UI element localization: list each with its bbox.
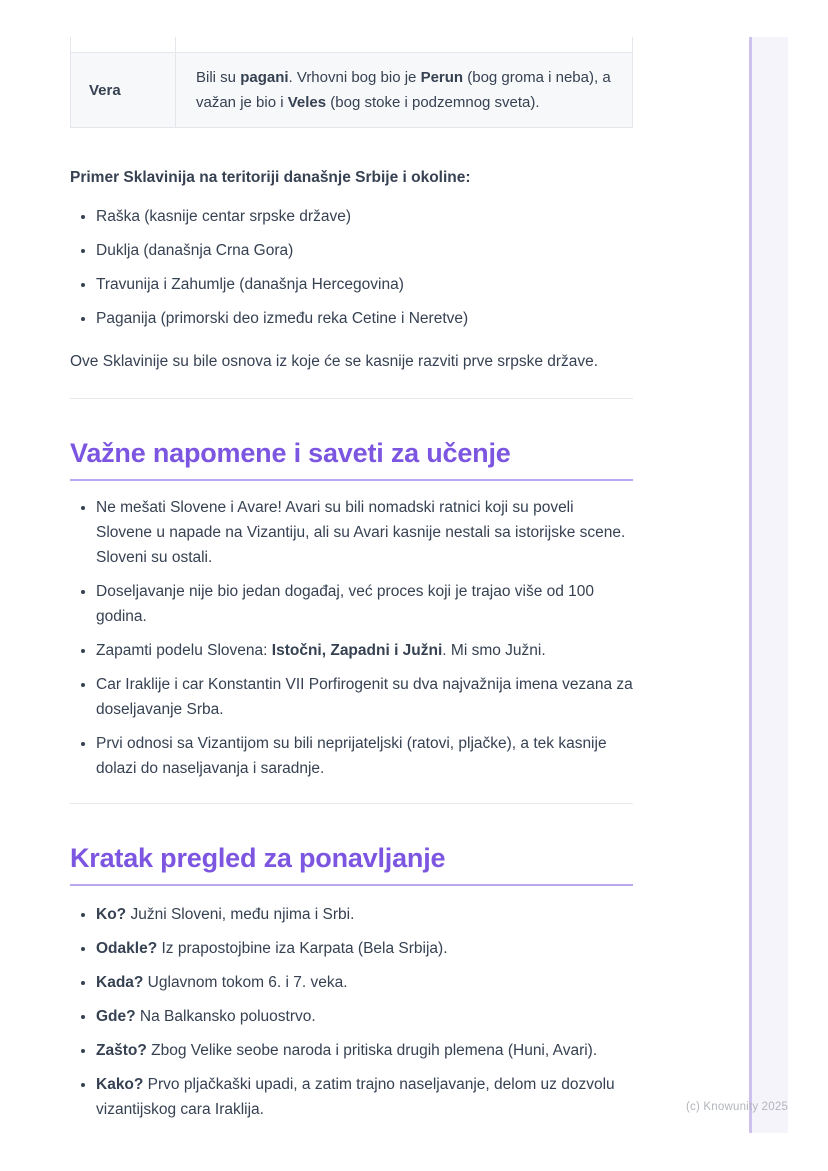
- section-divider: [70, 398, 633, 399]
- list-item: • Doseljavanje nije bio jedan događaj, već proces koji je trajao više od 100 godina.: [96, 579, 633, 629]
- list-item: • Raška (kasnije centar srpske države): [96, 204, 633, 229]
- intro-heading: Primer Sklavinija na teritoriji današnje Srbije i okoline:: [70, 169, 471, 186]
- list-item: • Travunija i Zahumlje (današnja Hercegovina): [96, 272, 633, 297]
- list-item: • Zapamti podelu Slovena: Istočni, Zapadni i Južni. Mi smo Južni.: [96, 638, 633, 663]
- table-cell: [71, 37, 176, 52]
- list-item: • Kada? Uglavnom tokom 6. i 7. veka.: [96, 970, 633, 995]
- info-table-fragment: [70, 37, 633, 128]
- document-content: [70, 37, 633, 1131]
- list-item: • Duklja (današnja Crna Gora): [96, 238, 633, 263]
- section-title-pregled: Kratak pregled za ponavljanje: [70, 842, 633, 886]
- napomene-list: [70, 495, 633, 781]
- pregled-list: [70, 902, 633, 1122]
- watermark-text: (c) Knowunity 2025: [686, 1101, 789, 1113]
- list-item: • Paganija (primorski deo između reka Cetine i Neretve): [96, 306, 633, 331]
- table-row-label: Vera: [71, 53, 176, 127]
- list-item: • Zašto? Zbog Velike seobe naroda i pritiska drugih plemena (Huni, Avari).: [96, 1038, 633, 1063]
- list-item: • Ne mešati Slovene i Avare! Avari su bili nomadski ratnici koji su poveli Slovene u napade na Vizantiju, ali su Avari kasnije nestali sa istorijske scene. Sloveni su ostali.: [96, 495, 633, 570]
- list-item: • Car Iraklije i car Konstantin VII Porfirogenit su dva najvažnija imena vezana za doseljavanje Srba.: [96, 672, 633, 722]
- scrollbar-track[interactable]: [749, 37, 788, 1133]
- table-row-value: Bili su pagani. Vrhovni bog bio je Perun (bog groma i neba), a važan je bio i Veles (bog stoke i podzemnog sveta).: [196, 69, 611, 111]
- list-item: • Ko? Južni Sloveni, među njima i Srbi.: [96, 902, 633, 927]
- sklavinije-list: [70, 204, 633, 331]
- list-item: • Prvi odnosi sa Vizantijom su bili neprijateljski (ratovi, pljačke), a tek kasnije dolazi do naseljavanja i saradnje.: [96, 731, 633, 781]
- table-row: [71, 53, 632, 127]
- section-title-napomene: Važne napomene i saveti za učenje: [70, 437, 633, 481]
- closing-paragraph: Ove Sklavinije su bile osnova iz koje će se kasnije razviti prve srpske države.: [70, 353, 599, 370]
- list-item: • Gde? Na Balkansko poluostrvo.: [96, 1004, 633, 1029]
- section-divider: [70, 803, 633, 804]
- list-item: • Odakle? Iz prapostojbine iza Karpata (Bela Srbija).: [96, 936, 633, 961]
- table-row-cutoff: [71, 37, 632, 53]
- list-item: • Kako? Prvo pljačkaški upadi, a zatim trajno naseljavanje, delom uz dozvolu vizantijskog cara Iraklija.: [96, 1072, 633, 1122]
